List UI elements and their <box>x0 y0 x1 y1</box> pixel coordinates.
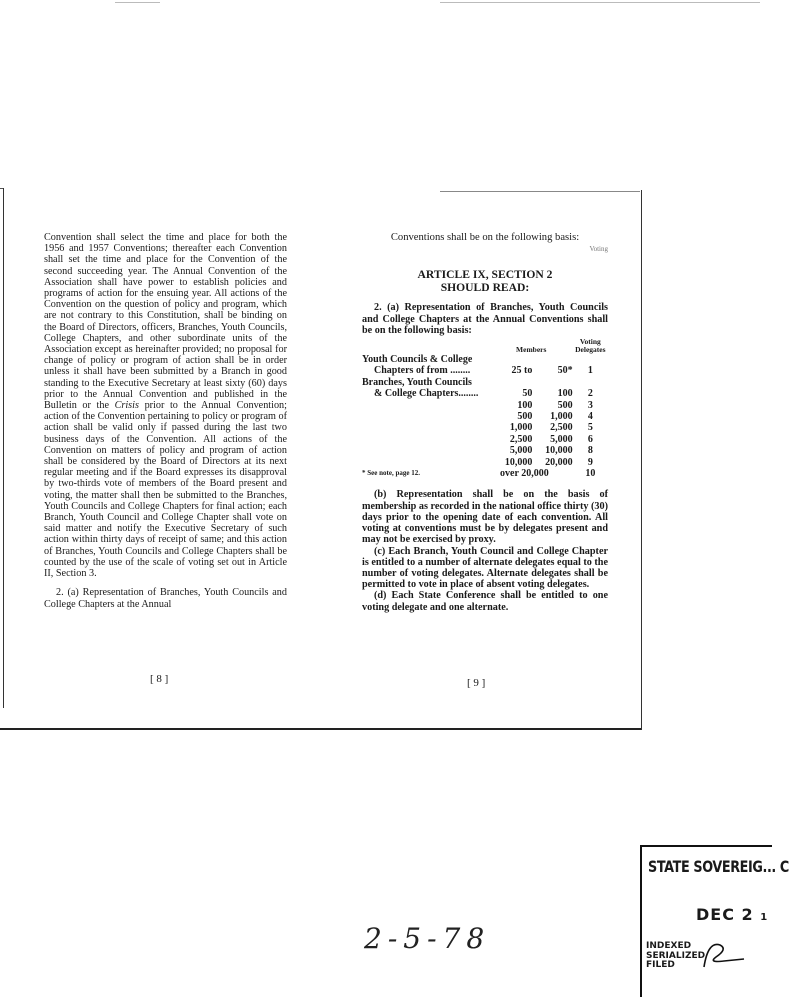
header-delegates: Delegates <box>575 345 606 355</box>
left-paragraph-2: 2. (a) Representation of Branches, Youth Councils and College Chapters at the Annual <box>44 587 287 610</box>
header-voting: Voting <box>579 337 601 347</box>
table-row: 5,000 10,000 8 <box>509 445 593 457</box>
stamp-line-date: DEC 2 1 <box>696 905 769 924</box>
crisis-title: Crisis <box>114 400 139 412</box>
right-page-edge <box>641 190 642 730</box>
table-row: Chapters of from ........ 25 to 50* 1 <box>374 365 593 377</box>
left-page-column <box>44 232 287 610</box>
table-row: 1,000 2,500 5 <box>509 422 593 434</box>
left-page-edge <box>3 188 4 708</box>
left-paragraph-1: Convention shall select the time and place for both the 1956 and 1957 Conventions; thereafter each Convention shall set the time and place for the Convention of the second succeeding year. The Annual Convention of the Association shall have power to establish policies and programs of action for the ensuing year. All actions of the Convention on the question of policy and program, which are not contrary to this Constitution, shall be binding on the Board of Directors, officers, Branches, Youth Councils, College Chapters, and other subordinate units of the Association except as hereinafter provided; no proposal for change of policy or program of action shall be in order unless it shall have been submitted by a Branch in good standing to the Executive Secretary at least sixty (60) days prior to the Annual Convention and published in the Bulletin or the Crisis prior to the Annual Convention; action of the Convention pertaining to policy or program of action shall be valid only if passed during the last two business days of the Convention. All actions of the Convention on matters of policy and program of action shall be considered by the Board of Directors at its next regular meeting and if the Board expresses its disapproval by two-thirds vote of members of the Board present and voting, the matter shall then be submitted to the Branches, Youth Councils and College Chapters for final action; each Branch, Youth Council and College Chapter shall vote on said matter and notify the Executive Secretary of such action within thirty days of receipt of same; and this action of Branches, Youth Councils and College Chapters shall be counted by the use of the scale of voting set out in Article II, Section 3. <box>44 232 287 580</box>
stamp-line-agency: STATE SOVEREIG... C <box>648 857 789 876</box>
table-row: 10,000 20,000 9 <box>504 456 593 468</box>
top-scan-marks <box>440 2 760 3</box>
paragraph-c: (c) Each Branch, Youth Council and College Chapter is entitled to a number of alternate delegates equal to the number of voting delegates. Alternate delegates shall be permitted to vote in place of absent voting delegates. <box>362 545 608 591</box>
table-row: Branches, Youth Councils <box>362 376 472 388</box>
table-row: Youth Councils & College <box>362 354 473 366</box>
table-row: * See note, page 12. over 20,000 10 <box>362 468 596 480</box>
table-row: & College Chapters........ 50 100 2 <box>374 388 593 400</box>
table-row: 2,500 5,000 6 <box>509 433 593 445</box>
right-page-column <box>362 232 608 613</box>
stamp-signature-mark <box>694 935 754 975</box>
table-row: 100 500 3 <box>517 399 593 411</box>
stamp-checklist: INDEXED SERIALIZED FILED <box>646 941 706 970</box>
top-right-page-edge <box>440 191 640 192</box>
paragraph-b: (b) Representation shall be on the basis of membership as recorded in the national office thirty (30) days prior to the opening date of each convention. All voting at conventions must be by delegates present and may not be exercised by proxy. <box>362 489 608 546</box>
right-page-number: [ 9 ] <box>467 677 486 689</box>
paragraph-d: (d) Each State Conference shall be entitled to one voting delegate and one alternate. <box>362 590 608 613</box>
top-scan-marks-left <box>115 2 160 3</box>
continuation-line: Conventions shall be on the following basis: <box>390 232 580 243</box>
left-page-number: [ 8 ] <box>150 673 169 685</box>
handwritten-number: 2-5-78 <box>364 922 491 955</box>
delegates-table <box>362 338 608 479</box>
bottom-page-edge <box>0 728 641 730</box>
table-row: 500 1,000 4 <box>517 411 593 423</box>
footnote: * See note, page 12. <box>362 469 420 478</box>
voting-ghost-text: Voting <box>589 245 608 254</box>
header-members: Members <box>516 345 547 355</box>
received-stamp <box>640 845 789 997</box>
paragraph-a: 2. (a) Representation of Branches, Youth Councils and College Chapters at the Annual Conventions shall be on the following basis: <box>362 302 608 336</box>
article-heading: ARTICLE IX, SECTION 2 SHOULD READ: <box>417 268 553 295</box>
